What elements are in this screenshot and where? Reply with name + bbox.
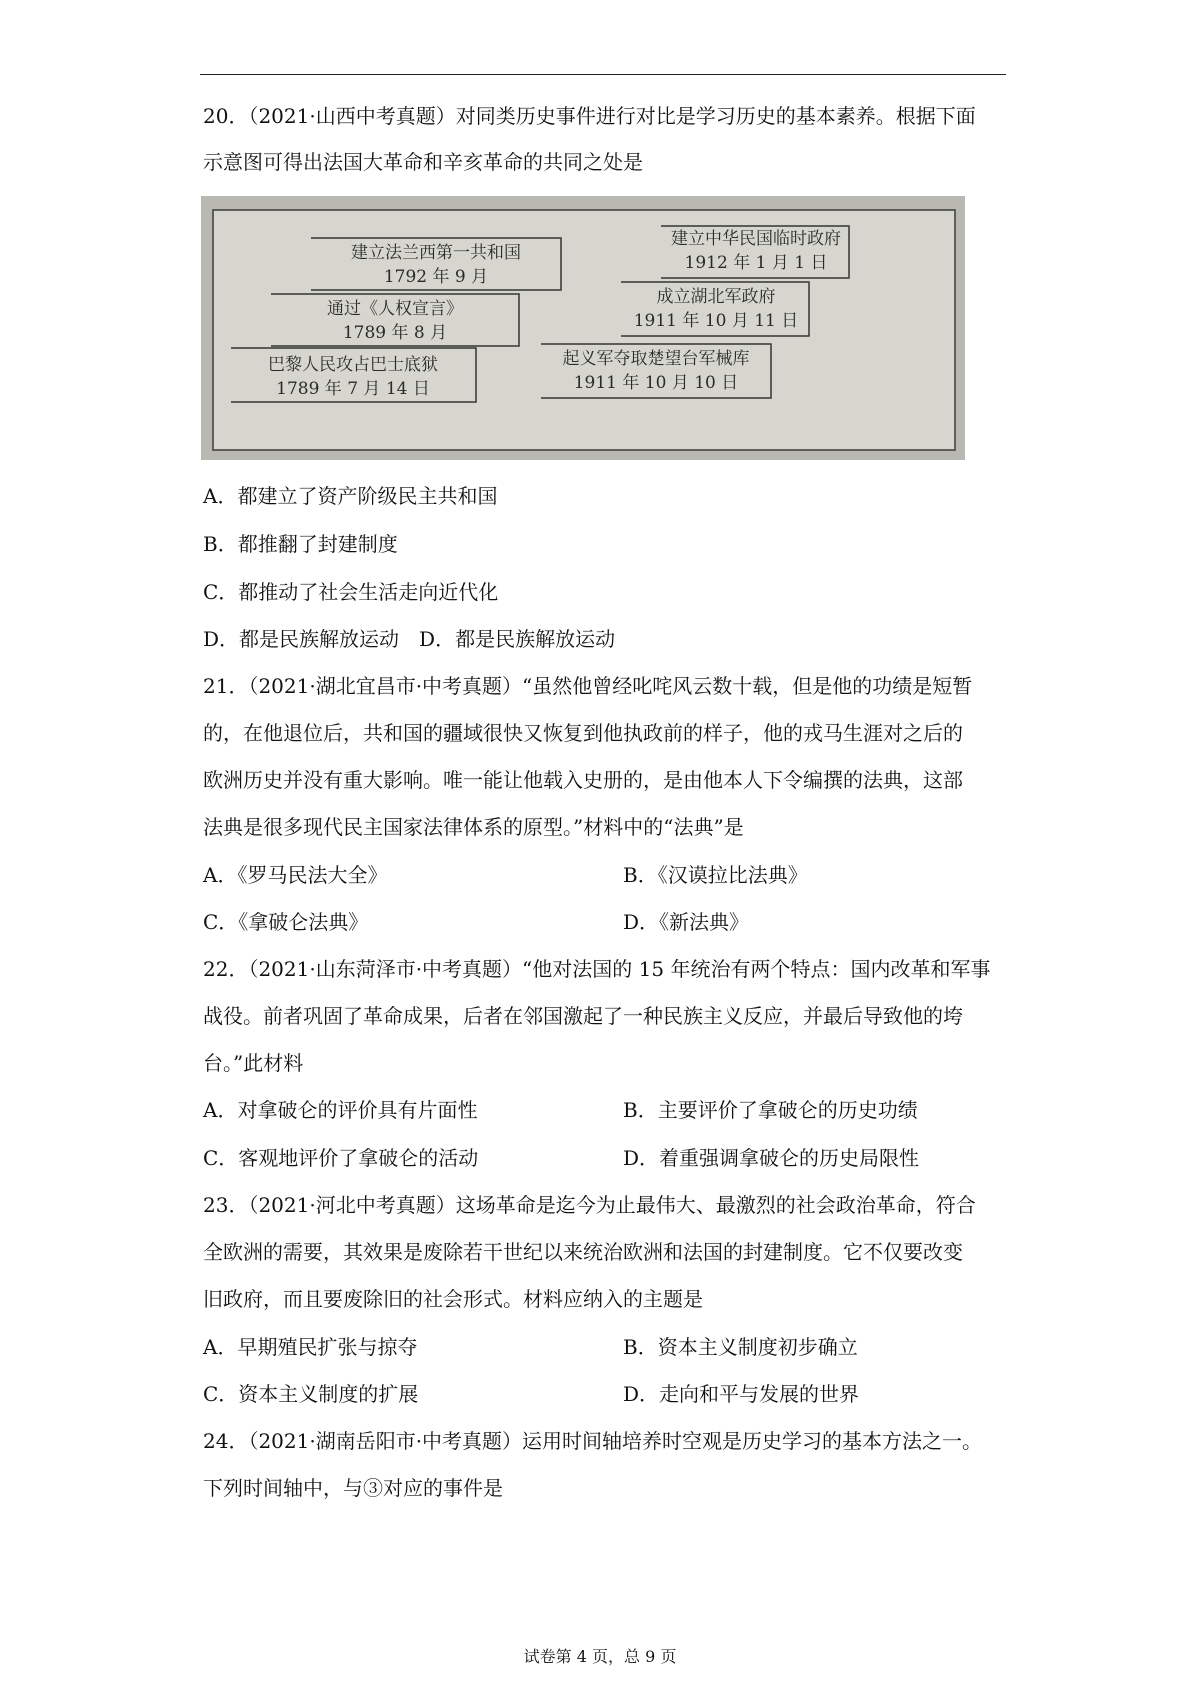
- fr-date-3: 1789 年 7 月 14 日: [276, 379, 430, 399]
- fr-event-1: 建立法兰西第一共和国: [351, 243, 521, 263]
- q21-stem-line-3: 欧洲历史并没有重大影响。唯一能让他载入史册的，是由他本人下令编撰的法典，这部: [203, 768, 963, 792]
- cn-date-3: 1911 年 10 月 10 日: [573, 373, 739, 393]
- q21-stem-line-4: 法典是很多现代民主国家法律体系的原型。”材料中的“法典”是: [203, 815, 744, 839]
- q23-stem-line-1: 23．（2021·河北中考真题）这场革命是迄今为止最伟大、最激烈的社会政治革命，符合: [203, 1193, 976, 1217]
- fr-date-2: 1789 年 8 月: [342, 323, 448, 343]
- cn-date-2: 1911 年 10 月 11 日: [633, 311, 799, 331]
- q23-option-d[interactable]: D．走向和平与发展的世界: [623, 1382, 860, 1406]
- q22-stem-line-3: 台。”此材料: [203, 1051, 304, 1075]
- q20-option-c[interactable]: C．都推动了社会生活走向近代化: [203, 580, 499, 604]
- q23-option-b[interactable]: B．资本主义制度初步确立: [623, 1335, 858, 1359]
- q24-stem-line-2: 下列时间轴中，与③对应的事件是: [203, 1476, 503, 1500]
- q23-option-c[interactable]: C．资本主义制度的扩展: [203, 1382, 419, 1406]
- page-footer: 试卷第 4 页，总 9 页: [523, 1647, 677, 1666]
- q22-option-d[interactable]: D．着重强调拿破仑的历史局限性: [623, 1146, 920, 1170]
- q21-option-c[interactable]: C．《拿破仑法典》: [203, 910, 369, 934]
- header-rule: [200, 74, 1006, 75]
- q21-option-a[interactable]: A．《罗马民法大全》: [203, 863, 388, 887]
- q20-option-a[interactable]: A．都建立了资产阶级民主共和国: [203, 484, 498, 508]
- cn-event-3: 起义军夺取楚望台军械库: [562, 349, 750, 369]
- cn-event-2: 成立湖北军政府: [656, 287, 776, 307]
- q20-option-d[interactable]: D．都是民族解放运动 D．都是民族解放运动: [203, 627, 616, 651]
- cn-date-1: 1912 年 1 月 1 日: [684, 253, 828, 273]
- q22-option-a[interactable]: A．对拿破仑的评价具有片面性: [203, 1098, 478, 1122]
- q21-stem-line-1: 21．（2021·湖北宜昌市·中考真题）“虽然他曾经叱咤风云数十载，但是他的功绩是短暂: [203, 674, 973, 698]
- q21-option-b[interactable]: B．《汉谟拉比法典》: [623, 863, 808, 887]
- cn-event-1: 建立中华民国临时政府: [671, 229, 841, 249]
- q23-stem-line-2: 全欧洲的需要，其效果是废除若干世纪以来统治欧洲和法国的封建制度。它不仅要改变: [203, 1240, 963, 1264]
- fr-date-1: 1792 年 9 月: [383, 267, 489, 287]
- q21-option-d[interactable]: D．《新法典》: [623, 910, 750, 934]
- fr-event-3: 巴黎人民攻占巴士底狱: [268, 355, 438, 375]
- q24-stem-line-1: 24．（2021·湖南岳阳市·中考真题）运用时间轴培养时空观是历史学习的基本方法之一。: [203, 1429, 983, 1453]
- q20-stem-line-2: 示意图可得出法国大革命和辛亥革命的共同之处是: [203, 150, 643, 174]
- q20-comparison-figure: [201, 196, 965, 460]
- q20-stem-line-1: 20．（2021·山西中考真题）对同类历史事件进行对比是学习历史的基本素养。根据下面: [203, 104, 976, 128]
- q22-option-b[interactable]: B．主要评价了拿破仑的历史功绩: [623, 1098, 918, 1122]
- q20-option-b[interactable]: B．都推翻了封建制度: [203, 532, 398, 556]
- q23-option-a[interactable]: A．早期殖民扩张与掠夺: [203, 1335, 418, 1359]
- q22-option-c[interactable]: C．客观地评价了拿破仑的活动: [203, 1146, 479, 1170]
- q23-stem-line-3: 旧政府，而且要废除旧的社会形式。材料应纳入的主题是: [203, 1287, 703, 1311]
- q22-stem-line-2: 战役。前者巩固了革命成果，后者在邻国激起了一种民族主义反应，并最后导致他的垮: [203, 1004, 963, 1028]
- q21-stem-line-2: 的，在他退位后，共和国的疆域很快又恢复到他执政前的样子，他的戎马生涯对之后的: [203, 721, 963, 745]
- fr-event-2: 通过《人权宣言》: [327, 299, 463, 319]
- q22-stem-line-1: 22．（2021·山东菏泽市·中考真题）“他对法国的 15 年统治有两个特点：国内改革和军事: [203, 957, 991, 981]
